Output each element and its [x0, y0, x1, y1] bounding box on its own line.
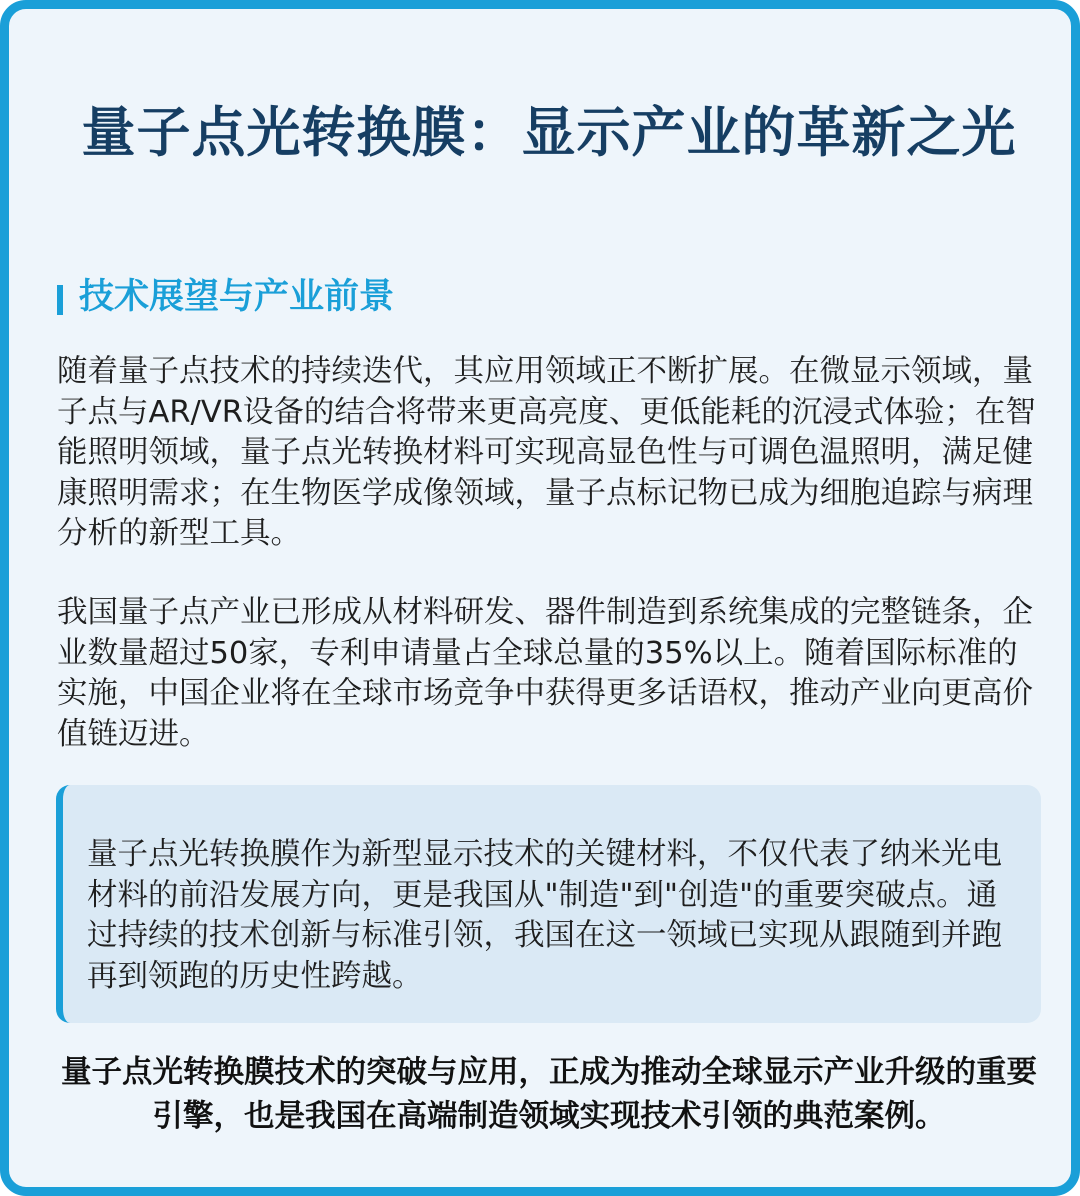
- conclusion-text: 量子点光转换膜技术的突破与应用，正成为推动全球显示产业升级的重要引擎，也是我国在高端制造领域实现技术引领的典范案例。: [61, 1055, 1037, 1134]
- highlight-quote-text: 量子点光转换膜作为新型显示技术的关键材料，不仅代表了纳米光电材料的前沿发展方向，更是我国从"制造"到"创造"的重要突破点。通过持续的技术创新与标准引领，我国在这一领域已实现从跟随到并跑再到领跑的历史性跨越。: [87, 837, 1002, 994]
- section-heading: [57, 275, 394, 319]
- highlight-quote-box: [56, 785, 1041, 1023]
- page-title: 量子点光转换膜：显示产业的革新之光: [81, 101, 1017, 164]
- heading-accent-bar: [57, 285, 63, 315]
- paragraph-applications: 随着量子点技术的持续迭代，其应用领域正不断扩展。在微显示领域，量子点与AR/VR设备的结合将带来更高亮度、更低能耗的沉浸式体验；在智能照明领域，量子点光转换材料可实现高显色性与可调色温照明，满足健康照明需求；在生物医学成像领域，量子点标记物已成为细胞追踪与病理分析的新型工具。: [57, 354, 1036, 551]
- section-heading-text: 技术展望与产业前景: [79, 277, 395, 317]
- paragraph-industry: 我国量子点产业已形成从材料研发、器件制造到系统集成的完整链条，企业数量超过50家，专利申请量占全球总量的35%以上。随着国际标准的实施，中国企业将在全球市场竞争中获得更多话语权，推动产业向更高价值链迈进。: [57, 595, 1033, 752]
